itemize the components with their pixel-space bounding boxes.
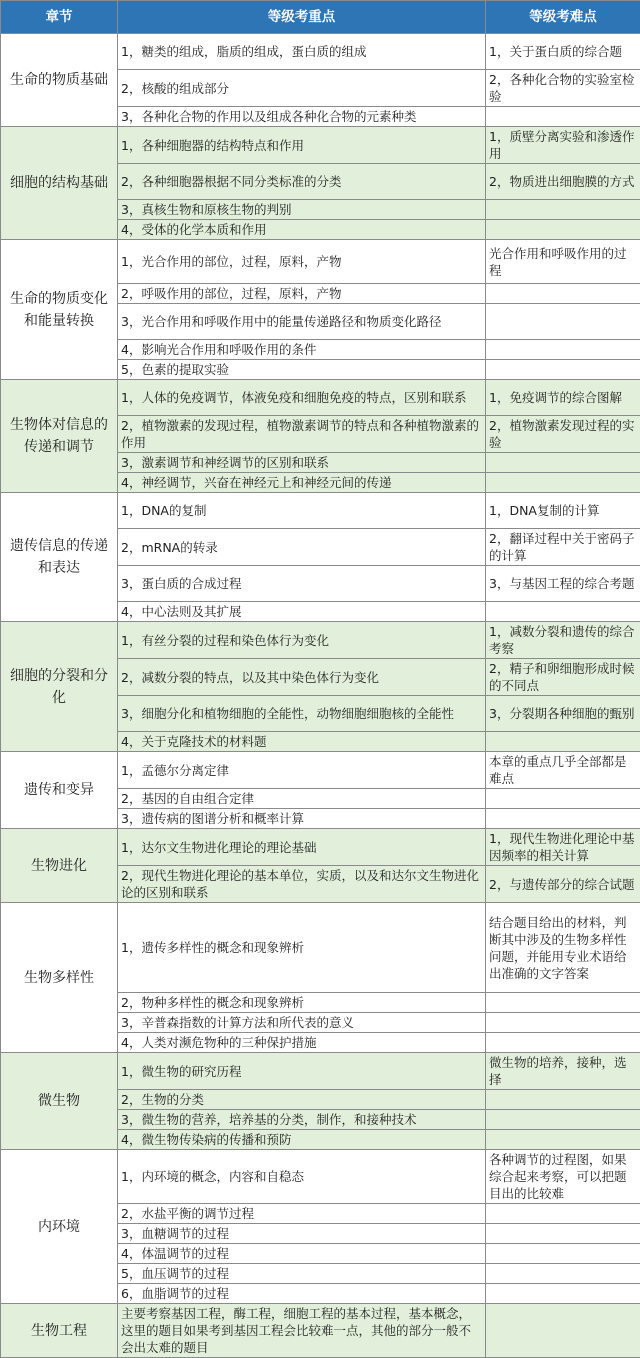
key-point-cell: 2，物种多样性的概念和现象辨析 [118,993,486,1013]
difficulty-cell: 1，现代生物进化理论中基因频率的相关计算 [486,829,640,866]
key-point-cell: 1，光合作用的部位，过程，原料，产物 [118,240,486,284]
key-point-cell: 4，关于克隆技术的材料题 [118,732,486,752]
difficulty-cell: 1，减数分裂和遗传的综合考察 [486,622,640,659]
difficulty-cell: 3，分裂期各种细胞的甄别 [486,696,640,732]
difficulty-cell: 结合题目给出的材料，判断其中涉及的生物多样性问题，并能用专业术语给出准确的文字答案 [486,903,640,993]
difficulty-cell [486,732,640,752]
key-point-cell: 6，血脂调节的过程 [118,1284,486,1304]
key-point-cell: 1，微生物的研究历程 [118,1053,486,1090]
key-point-cell: 2，mRNA的转录 [118,529,486,566]
key-point-cell: 1，糖类的组成，脂质的组成，蛋白质的组成 [118,34,486,70]
difficulty-cell: 1，质壁分离实验和渗透作用 [486,127,640,164]
key-point-cell: 2，呼吸作用的部位，过程，原料，产物 [118,284,486,304]
key-point-cell: 1，孟德尔分离定律 [118,752,486,789]
table-row [1,380,640,416]
difficulty-cell: 2，精子和卵细胞形成时候的不同点 [486,659,640,696]
difficulty-cell: 3，与基因工程的综合考题 [486,566,640,602]
key-point-cell: 2，水盐平衡的调节过程 [118,1204,486,1224]
key-point-cell: 1，遗传多样性的概念和现象辨析 [118,903,486,993]
difficulty-cell: 微生物的培养，接种，选择 [486,1053,640,1090]
key-point-cell: 3，蛋白质的合成过程 [118,566,486,602]
key-point-cell: 2，各种细胞器根据不同分类标准的分类 [118,164,486,200]
table-row [1,903,640,993]
difficulty-cell: 1，免疫调节的综合图解 [486,380,640,416]
difficulty-cell: 光合作用和呼吸作用的过程 [486,240,640,284]
chapter-cell: 遗传和变异 [1,752,118,829]
key-point-cell: 2，基因的自由组合定律 [118,789,486,809]
table-row [1,829,640,866]
key-point-cell: 2，核酸的组成部分 [118,70,486,107]
difficulty-cell [486,1224,640,1244]
difficulty-cell [486,1304,640,1358]
difficulty-cell [486,1284,640,1304]
difficulty-cell [486,789,640,809]
key-point-cell: 4，影响光合作用和呼吸作用的条件 [118,340,486,360]
difficulty-cell [486,1244,640,1264]
difficulty-cell [486,107,640,127]
difficulty-cell [486,1013,640,1033]
chapter-cell: 生物进化 [1,829,118,903]
key-point-cell: 3，细胞分化和植物细胞的全能性，动物细胞细胞核的全能性 [118,696,486,732]
table-row [1,240,640,284]
key-point-cell: 3，真核生物和原核生物的判别 [118,200,486,220]
difficulty-cell: 本章的重点几乎全部都是难点 [486,752,640,789]
key-point-cell: 3，遗传病的图谱分析和概率计算 [118,809,486,829]
difficulty-cell: 1，DNA复制的计算 [486,493,640,529]
chapter-cell: 生物多样性 [1,903,118,1053]
key-point-cell: 5，血压调节的过程 [118,1264,486,1284]
difficulty-cell: 2，与遗传部分的综合试题 [486,866,640,903]
key-point-cell: 1，有丝分裂的过程和染色体行为变化 [118,622,486,659]
difficulty-cell [486,993,640,1013]
difficulty-cell [486,1110,640,1130]
difficulty-cell [486,602,640,622]
key-point-cell: 3，激素调节和神经调节的区别和联系 [118,453,486,473]
key-point-cell: 4，神经调节，兴奋在神经元上和神经元间的传递 [118,473,486,493]
key-point-cell: 4，微生物传染病的传播和预防 [118,1130,486,1150]
table-row [1,1304,640,1358]
key-point-cell: 3，光合作用和呼吸作用中的能量传递路径和物质变化路径 [118,304,486,340]
key-point-cell: 3，辛普森指数的计算方法和所代表的意义 [118,1013,486,1033]
difficulty-cell: 1，关于蛋白质的综合题 [486,34,640,70]
header-row [1,1,640,34]
key-point-cell: 3，微生物的营养，培养基的分类，制作，和接种技术 [118,1110,486,1130]
key-point-cell: 2，减数分裂的特点，以及其中染色体行为变化 [118,659,486,696]
difficulty-cell: 2，植物激素发现过程的实验 [486,416,640,453]
difficulty-cell [486,1033,640,1053]
key-point-cell: 5，色素的提取实验 [118,360,486,380]
difficulty-cell: 2，物质进出细胞膜的方式 [486,164,640,200]
header-key-points: 等级考重点 [118,1,486,34]
header-chapter: 章节 [1,1,118,34]
difficulty-cell [486,1264,640,1284]
key-point-cell: 2，植物激素的发现过程，植物激素调节的特点和各种植物激素的作用 [118,416,486,453]
key-point-cell: 3，各种化合物的作用以及组成各种化合物的元素种类 [118,107,486,127]
chapter-cell: 生命的物质基础 [1,34,118,127]
difficulty-cell [486,360,640,380]
chapter-cell: 遗传信息的传递和表达 [1,493,118,622]
key-point-cell: 1，内环境的概念，内容和自稳态 [118,1150,486,1204]
table-row [1,34,640,70]
key-point-cell: 4，人类对濒危物种的三种保护措施 [118,1033,486,1053]
difficulty-cell [486,1130,640,1150]
key-point-cell: 1，DNA的复制 [118,493,486,529]
table-row [1,622,640,659]
difficulty-cell [486,340,640,360]
difficulty-cell: 2，翻译过程中关于密码子的计算 [486,529,640,566]
difficulty-cell [486,473,640,493]
table-row [1,127,640,164]
difficulty-cell [486,1090,640,1110]
key-point-cell: 3，血糖调节的过程 [118,1224,486,1244]
difficulty-cell: 各种调节的过程图，如果综合起来考察，可以把题目出的比较难 [486,1150,640,1204]
key-point-cell: 4，受体的化学本质和作用 [118,220,486,240]
difficulty-cell [486,200,640,220]
chapter-cell: 细胞的分裂和分化 [1,622,118,752]
key-point-cell: 2，现代生物进化理论的基本单位，实质，以及和达尔文生物进化论的区别和联系 [118,866,486,903]
key-point-cell: 1，各种细胞器的结构特点和作用 [118,127,486,164]
table-row [1,1150,640,1204]
difficulty-cell [486,284,640,304]
difficulty-cell [486,220,640,240]
key-point-cell: 1，人体的免疫调节，体液免疫和细胞免疫的特点，区别和联系 [118,380,486,416]
chapter-cell: 生物体对信息的传递和调节 [1,380,118,493]
key-point-cell: 4，体温调节的过程 [118,1244,486,1264]
chapter-cell: 细胞的结构基础 [1,127,118,240]
table-row [1,752,640,789]
key-point-cell: 2，生物的分类 [118,1090,486,1110]
header-difficulties: 等级考难点 [486,1,640,34]
table-row [1,1053,640,1090]
chapter-cell: 内环境 [1,1150,118,1304]
table-row [1,493,640,529]
key-point-cell: 主要考察基因工程，酶工程，细胞工程的基本过程，基本概念，这里的题目如果考到基因工程会比较难一点，其他的部分一般不会出太难的题目 [118,1304,486,1358]
difficulty-cell [486,1204,640,1224]
chapter-cell: 生命的物质变化和能量转换 [1,240,118,380]
table-body [1,34,640,1358]
difficulty-cell [486,453,640,473]
difficulty-cell [486,809,640,829]
key-point-cell: 1，达尔文生物进化理论的理论基础 [118,829,486,866]
difficulty-cell [486,304,640,340]
key-point-cell: 4，中心法则及其扩展 [118,602,486,622]
difficulty-cell: 2，各种化合物的实验室检验 [486,70,640,107]
chapter-cell: 生物工程 [1,1304,118,1358]
chapter-cell: 微生物 [1,1053,118,1150]
